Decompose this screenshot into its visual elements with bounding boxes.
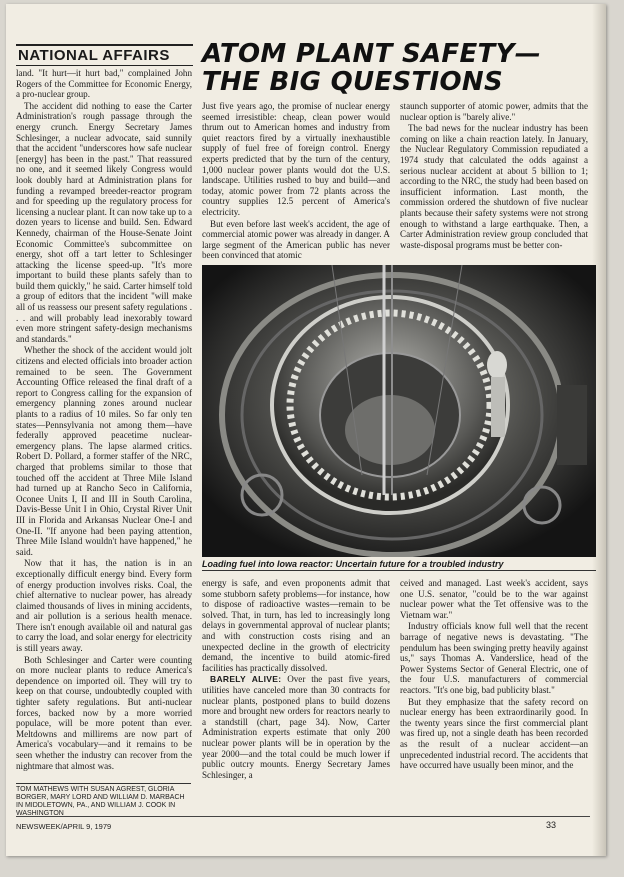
article-column-middle-top xyxy=(202,101,390,261)
paragraph: Just five years ago, the promise of nuclear energy seemed irresistible: cheap, clean power would thrum out to American homes and industry from quiet reactors fired by a virtually inexhaustible supply of fuel free of foreign control. Energy experts predicted that by the turn of the century, 1,000 nuclear power plants would dot the U.S. landscape. Utilities rushed to buy and build—and today, atomic power from 72 plants across the country supplies 12.5 percent of America's electricity. xyxy=(202,101,390,217)
paragraph-barely-alive xyxy=(202,674,390,780)
paragraph: ceived and managed. Last week's accident, says one U.S. senator, "could be to the war against nuclear power what the Tet offensive was to the Vietnam war." xyxy=(400,578,588,620)
paragraph: But they emphasize that the safety record on nuclear energy has been extraordinarily good. In the twenty years since the first commercial plant was fired up, not a single death has been recorded as the result of a nuclear accident—an unprecedented industrial record. The accidents that have occurred have usually been minor, and the xyxy=(400,696,588,771)
photo-caption: Loading fuel into Iowa reactor: Uncertain future for a troubled industry xyxy=(202,559,596,571)
article-column-right-bottom xyxy=(400,578,588,814)
paragraph: Whether the shock of the accident would jolt citizens and elected officials into broader action remained to be seen. The Government Accounting Office released the final draft of a report to Congress calling for the expansion of emergency planning zones around nuclear plants to a radius of 10 miles. So far only ten states—Pennsylvania not among them—have federally approved peacetime nuclear-emergency plans. The lapse alarmed critics. Robert D. Pollard, a former staffer of the NRC, charged that problems similar to those that touched off the accident at Three Mile Island had turned up at Rancho Seco in California, Oconee Units I, II and III in South Carolina, Davis-Besse Unit I in Ohio, Crystal River Unit III in Florida and Arkansas Nuclear One-I and One-II. "If anyone had been paying attention, Three Mile Island wouldn't have happened," he said. xyxy=(16,345,192,557)
subhead: BARELY ALIVE: xyxy=(210,674,282,685)
article-column-middle-bottom xyxy=(202,578,390,814)
headline-line-2: THE BIG QUESTIONS xyxy=(202,67,503,97)
magazine-page xyxy=(6,4,606,856)
reporting-credits: TOM MATHEWS WITH SUSAN AGREST, GLORIA BORGER, MARY LORD AND WILLIAM D. MARBACH IN MIDDLETOWN, PA., AND WILLIAM J. COOK IN WASHINGTON xyxy=(16,783,191,818)
paragraph: Now that it has, the nation is in an exceptionally difficult energy bind. Every form of energy production involves risks. Coal, the chief alternative to nuclear power, has already claimed thousands of lives in mining accidents, and air pollution is a serious health menace. There isn't enough available oil and natural gas to carry the load, and solar energy for electricity is still years away. xyxy=(16,558,192,654)
footer-rule xyxy=(16,816,590,817)
reactor-core-image xyxy=(202,265,596,557)
paragraph: energy is safe, and even proponents admit that some stubborn safety problems—for instance, how to dispose of radioactive wastes—remain to be solved. That, in turn, has led to increasingly long delays in governmental approval of nuclear plants; and with construction costs rising and an unexpected decline in the growth of electricity demand, the incentive to build atomic-fired facilities has practically dissolved. xyxy=(202,578,390,673)
footer-issue: NEWSWEEK/APRIL 9, 1979 xyxy=(16,822,112,831)
article-column-left xyxy=(16,68,192,780)
headline-line-1: ATOM PLANT SAFETY— xyxy=(202,39,542,69)
section-label: NATIONAL AFFAIRS xyxy=(16,44,193,66)
reactor-photo xyxy=(202,265,596,557)
paragraph: land. "It hurt—it hurt bad," complained John Rogers of the Committee for Economic Energy, a pro-nuclear group. xyxy=(16,68,192,100)
page-number: 33 xyxy=(545,820,556,830)
paragraph: Industry officials know full well that the recent barrage of negative news is devastating. "The pendulum has been swinging pretty heavily against us," says Thomas A. Vanderslice, head of the Power Systems Sector of General Electric, one of the four U.S. manufacturers of commercial reactors. "It's one big, bad publicity blast." xyxy=(400,621,588,695)
headline xyxy=(202,40,592,96)
paragraph: Both Schlesinger and Carter were counting on more nuclear plants to reduce America's dependence on imported oil. They will try to keep on that course, undoubtedly coupled with tighter safety regulations. But anti-nuclear forces, backed now by a more worried populace, will be more potent than ever. Meltdowns and millirems are now part of America's vocabulary—and it remains to be seen whether the industry can recover from the nightmare that almost was. xyxy=(16,654,192,771)
article-column-right-top xyxy=(400,101,588,261)
paragraph: The bad news for the nuclear industry has been coming on like a chain reaction lately. In January, the Nuclear Regulatory Commission repudiated a 1974 study that calculated the odds against a serious nuclear accident at about 5 billion to 1; according to the NRC, the study had been based on insufficient information. Last month, the commission ordered the shutdown of five nuclear plants because their safety systems were not strong enough to withstand a large earthquake. Then, a Carter Administration review group concluded that waste-disposal programs must be better con- xyxy=(400,123,588,250)
paragraph: staunch supporter of atomic power, admits that the nuclear option is "barely alive." xyxy=(400,101,588,122)
paragraph: But even before last week's accident, the age of commercial atomic power was already in danger. A large segment of the American public has never been convinced that atomic xyxy=(202,218,390,261)
paragraph-text: Over the past five years, utilities have canceled more than 30 contracts for nuclear plants, postponed plans to build dozens more and brought new orders for reactors nearly to a standstill (chart, page 34). Now, Carter Administration experts estimate that only 200 nuclear power plants will be in operation by the year 2000—and the total could be much lower if public outcry mounts. Energy Secretary James Schlesinger, a xyxy=(202,674,390,780)
paragraph: The accident did nothing to ease the Carter Administration's rough passage through the energy crunch. Energy Secretary James Schlesinger, a nuclear advocate, said sunnily that the accident "underscores how safe nuclear [energy] has been in the past." That reassured no one, and it seemed likely Congress would look doubly hard at Administration plans for funding a revamped breeder-reactor program and for speeding up the regulatory process for licensing a nuclear plant. It can now take up to a dozen years to license and build. Sen. Edward Kennedy, chairman of the House-Senate Joint Economic Committee's subcommittee on energy, shot off a tart letter to Schlesinger attacking the license speed-up. "It's more important to build these plants safely than to build them quickly," he said. Carter himself told a group of editors that the incident "will make all of us reassess our present safety regulations . . . and will probably lead inexorably toward even more stringent safety-design mechanisms and standards." xyxy=(16,100,192,344)
